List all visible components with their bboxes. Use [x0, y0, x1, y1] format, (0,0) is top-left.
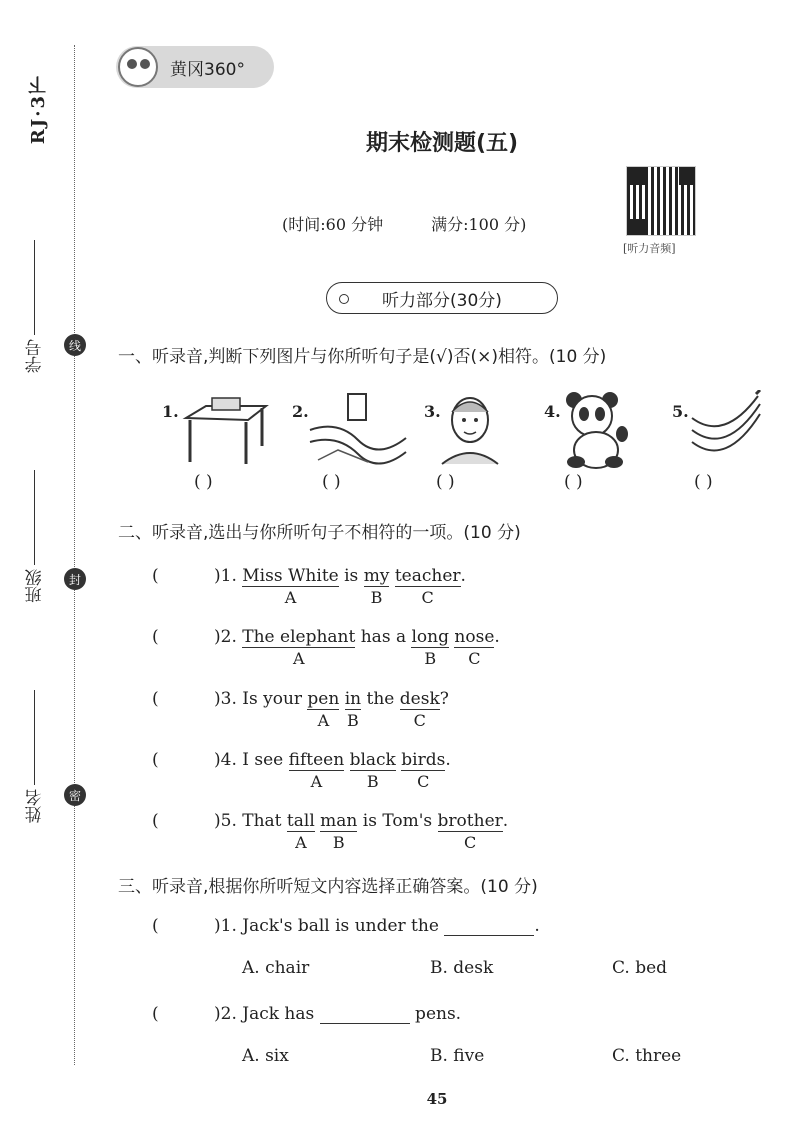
- item-number: 3.: [424, 402, 441, 421]
- item-number: 4.: [544, 402, 561, 421]
- section2-heading: 二、听录音,选出与你所听句子不相符的一项。(10 分): [118, 523, 521, 543]
- choice-a[interactable]: A. six: [242, 1046, 289, 1066]
- name-label: 姓名: [25, 789, 46, 823]
- section1-heading: 一、听录音,判断下列图片与你所听句子是(√)否(×)相符。(10 分): [118, 347, 607, 367]
- answer-paren-3[interactable]: ( ): [436, 472, 455, 492]
- qr-caption: [听力音频]: [623, 242, 676, 255]
- student-id-field[interactable]: [20, 240, 50, 373]
- option-c: teacher C: [394, 566, 461, 607]
- question-row: ( )2. The elephant A has a long B nose C .: [152, 627, 500, 668]
- question-row: ( )2. Jack has pens.: [152, 1004, 462, 1024]
- choice-a[interactable]: A. chair: [242, 958, 310, 978]
- option-c: brother C: [437, 811, 503, 852]
- seal-secret-mark: 密: [64, 784, 86, 806]
- binding-margin: [0, 0, 100, 1124]
- question-row: ( )3. Is your pen A in B the desk C ?: [152, 689, 449, 730]
- exam-meta: [282, 212, 574, 235]
- desk-with-pencil-box-icon: [178, 390, 270, 466]
- item-number: 5.: [672, 402, 689, 421]
- answer-paren-2[interactable]: ( ): [322, 472, 341, 492]
- option-b: black B: [349, 750, 396, 791]
- man-portrait-icon: [440, 390, 504, 466]
- qr-code-icon[interactable]: [626, 166, 696, 236]
- option-c: nose C: [454, 627, 495, 668]
- option-a: pen A: [307, 689, 340, 730]
- listening-part-banner: 听力部分(30分): [326, 282, 558, 314]
- fill-blank[interactable]: [444, 918, 534, 936]
- class-field[interactable]: [20, 470, 50, 603]
- option-c: desk C: [399, 689, 440, 730]
- option-b: in B: [344, 689, 362, 730]
- answer-paren-5[interactable]: ( ): [694, 472, 713, 492]
- answer-paren[interactable]: (: [152, 916, 159, 936]
- option-b: man B: [320, 811, 358, 852]
- page-title: 期末检测题(五): [365, 131, 519, 156]
- great-wall-icon: [308, 390, 408, 466]
- question-row: ( )4. I see fifteen A black B birds C .: [152, 750, 451, 791]
- cut-line: [74, 45, 75, 1065]
- seal-line-mark: 线: [64, 334, 86, 356]
- brand-badge: [116, 46, 274, 88]
- option-c: birds C: [401, 750, 446, 791]
- option-a: tall A: [286, 811, 315, 852]
- answer-paren[interactable]: (: [152, 811, 159, 831]
- item-number: 1.: [162, 402, 179, 421]
- brand-name: 黄冈360°: [170, 59, 245, 80]
- answer-paren[interactable]: (: [152, 689, 159, 709]
- choice-c[interactable]: C. bed: [612, 958, 668, 978]
- answer-paren[interactable]: (: [152, 1004, 159, 1024]
- section3-heading: 三、听录音,根据你所听短文内容选择正确答案。(10 分): [118, 877, 538, 897]
- answer-paren[interactable]: (: [152, 750, 159, 770]
- page-number: 45: [426, 1090, 448, 1108]
- answer-paren-4[interactable]: ( ): [564, 472, 583, 492]
- option-a: The elephant A: [242, 627, 356, 668]
- option-a: Miss White A: [242, 566, 339, 607]
- item-number: 2.: [292, 402, 309, 421]
- choice-b[interactable]: B. desk: [430, 958, 494, 978]
- option-b: long B: [411, 627, 449, 668]
- question-row: ( )1. Miss White A is my B teacher C .: [152, 566, 466, 607]
- exam-score: 满分:100 分): [431, 215, 527, 234]
- name-field[interactable]: [20, 690, 50, 823]
- student-id-label: 学号: [25, 339, 46, 373]
- answer-paren-1[interactable]: ( ): [194, 472, 213, 492]
- choice-c[interactable]: C. three: [612, 1046, 682, 1066]
- answer-paren[interactable]: (: [152, 566, 159, 586]
- exam-time: (时间:60 分钟: [282, 215, 384, 234]
- fill-blank[interactable]: [320, 1006, 410, 1024]
- question-row: ( )5. That tall A man B is Tom's brother C .: [152, 811, 509, 852]
- option-a: fifteen A: [288, 750, 345, 791]
- answer-paren[interactable]: (: [152, 627, 159, 647]
- seal-seal-mark: 封: [64, 568, 86, 590]
- class-label: 班级: [25, 569, 46, 603]
- grade-label: RJ·3下: [28, 74, 49, 145]
- choice-b[interactable]: B. five: [430, 1046, 485, 1066]
- question-row: ( )1. Jack's ball is under the .: [152, 916, 540, 936]
- option-b: my B: [363, 566, 390, 607]
- panda-icon: [560, 390, 636, 470]
- kids-logo-icon: [118, 47, 158, 87]
- bananas-icon: [688, 390, 762, 460]
